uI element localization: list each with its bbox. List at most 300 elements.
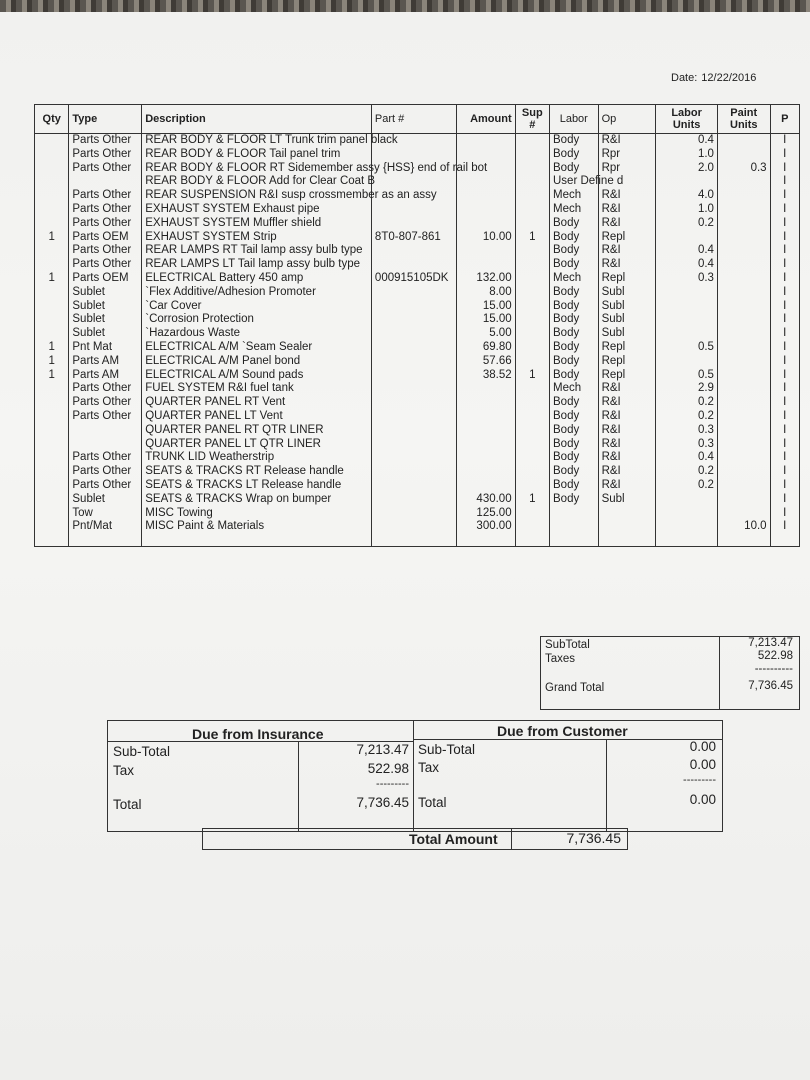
customer-heading: Due from Customer — [497, 723, 628, 739]
cell-description: TRUNK LID Weatherstrip — [142, 451, 372, 465]
cell-part-number — [371, 300, 456, 314]
cell-qty — [35, 286, 69, 300]
cell-op: R&I — [598, 465, 656, 479]
cell-op: Subl — [598, 313, 656, 327]
table-row — [35, 355, 800, 369]
cell-p: I — [770, 341, 799, 355]
cell-labor: Body — [550, 231, 599, 245]
table-row — [35, 244, 800, 258]
cell-qty — [35, 327, 69, 341]
cell-labor-units: 0.2 — [656, 479, 718, 493]
table-row — [35, 382, 800, 396]
cell-sup — [515, 451, 549, 465]
cell-op: Repl — [598, 341, 656, 355]
cell-op: Rpr — [598, 148, 656, 162]
cell-labor: Mech — [550, 272, 599, 286]
cell-amount: 57.66 — [456, 355, 515, 369]
cell-amount: 125.00 — [456, 507, 515, 521]
cell-qty: 1 — [35, 369, 69, 383]
cell-description: REAR LAMPS LT Tail lamp assy bulb type — [142, 258, 372, 272]
cell-amount — [456, 479, 515, 493]
summary-subtotal-label: SubTotal — [545, 639, 590, 651]
cell-qty — [35, 520, 69, 546]
cell-labor: Body — [550, 327, 599, 341]
cell-labor: Body — [550, 369, 599, 383]
cell-op: R&I — [598, 410, 656, 424]
cell-qty: 1 — [35, 272, 69, 286]
cell-type: Pnt/Mat — [69, 520, 142, 546]
cell-op: Repl — [598, 369, 656, 383]
cell-part-number — [371, 258, 456, 272]
cell-sup — [515, 258, 549, 272]
cell-sup — [515, 134, 549, 148]
cell-labor-units — [656, 507, 718, 521]
cell-labor: User Define d — [550, 175, 599, 189]
date-value: 12/22/2016 — [701, 72, 757, 84]
cell-paint-units: 10.0 — [717, 520, 770, 546]
summary-separator: ---------- — [754, 663, 793, 675]
cell-description: SEATS & TRACKS Wrap on bumper — [142, 493, 372, 507]
cell-type: Sublet — [69, 286, 142, 300]
cell-sup — [515, 217, 549, 231]
cell-amount — [456, 465, 515, 479]
cell-p: I — [770, 369, 799, 383]
cell-amount — [456, 424, 515, 438]
table-row — [35, 465, 800, 479]
cell-paint-units — [717, 272, 770, 286]
cell-part-number — [371, 424, 456, 438]
cell-labor: Body — [550, 258, 599, 272]
cell-sup — [515, 244, 549, 258]
cell-description: ELECTRICAL A/M Sound pads — [142, 369, 372, 383]
insurance-total-label: Total — [113, 797, 142, 812]
cell-part-number — [371, 244, 456, 258]
cell-labor-units: 0.3 — [656, 424, 718, 438]
cell-labor: Body — [550, 148, 599, 162]
cell-sup: 1 — [515, 369, 549, 383]
cell-p: I — [770, 507, 799, 521]
header-amount: Amount — [456, 105, 515, 134]
cell-part-number — [371, 217, 456, 231]
cell-paint-units — [717, 175, 770, 189]
table-row — [35, 369, 800, 383]
total-amount-bar — [202, 828, 628, 850]
cell-labor: Body — [550, 451, 599, 465]
cell-amount: 69.80 — [456, 341, 515, 355]
cell-qty — [35, 438, 69, 452]
insurance-separator: --------- — [376, 778, 409, 790]
table-row — [35, 341, 800, 355]
cell-op: Rpr — [598, 162, 656, 176]
cell-paint-units — [717, 465, 770, 479]
header-paint-units: Paint Units — [717, 105, 770, 134]
cell-p: I — [770, 148, 799, 162]
cell-p: I — [770, 300, 799, 314]
cell-paint-units — [717, 507, 770, 521]
cell-paint-units — [717, 189, 770, 203]
summary-divider — [719, 637, 720, 709]
cell-p: I — [770, 520, 799, 546]
cell-labor-units: 0.3 — [656, 272, 718, 286]
cell-paint-units — [717, 410, 770, 424]
header-op: Op — [598, 105, 656, 134]
cell-part-number — [371, 507, 456, 521]
cell-sup: 1 — [515, 493, 549, 507]
cell-description: MISC Towing — [142, 507, 372, 521]
cell-p: I — [770, 493, 799, 507]
cell-labor-units: 2.0 — [656, 162, 718, 176]
total-amount-value: 7,736.45 — [566, 830, 621, 846]
cell-sup — [515, 175, 549, 189]
table-row — [35, 451, 800, 465]
cell-sup — [515, 341, 549, 355]
table-row — [35, 300, 800, 314]
cell-amount: 15.00 — [456, 313, 515, 327]
cell-op: Repl — [598, 355, 656, 369]
cell-type: Parts Other — [69, 203, 142, 217]
cell-labor: Body — [550, 493, 599, 507]
cell-type — [69, 175, 142, 189]
table-row — [35, 231, 800, 245]
cell-description: ELECTRICAL Battery 450 amp — [142, 272, 372, 286]
cell-labor-units — [656, 231, 718, 245]
cell-op: R&I — [598, 203, 656, 217]
header-qty: Qty — [35, 105, 69, 134]
table-row — [35, 162, 800, 176]
cell-labor: Body — [550, 341, 599, 355]
cell-amount: 132.00 — [456, 272, 515, 286]
cell-op: Subl — [598, 286, 656, 300]
cell-op: R&I — [598, 217, 656, 231]
cell-description: REAR BODY & FLOOR LT Trunk trim panel black — [142, 134, 372, 148]
cell-paint-units — [717, 382, 770, 396]
cell-op — [598, 520, 656, 546]
cell-qty — [35, 244, 69, 258]
cell-op: R&I — [598, 479, 656, 493]
cell-description: QUARTER PANEL RT Vent — [142, 396, 372, 410]
cell-p: I — [770, 231, 799, 245]
cell-type: Sublet — [69, 493, 142, 507]
cell-labor: Body — [550, 465, 599, 479]
cell-p: I — [770, 258, 799, 272]
table-row — [35, 493, 800, 507]
cell-op: R&I — [598, 424, 656, 438]
cell-part-number — [371, 520, 456, 546]
cell-type: Parts AM — [69, 369, 142, 383]
cell-sup — [515, 438, 549, 452]
cell-paint-units — [717, 244, 770, 258]
summary-taxes-value: 522.98 — [757, 650, 793, 662]
cell-p: I — [770, 272, 799, 286]
cell-labor-units: 0.2 — [656, 396, 718, 410]
cell-paint-units — [717, 286, 770, 300]
cell-op: R&I — [598, 189, 656, 203]
cell-qty — [35, 507, 69, 521]
cell-part-number — [371, 451, 456, 465]
cell-labor-units: 0.2 — [656, 410, 718, 424]
cell-paint-units — [717, 300, 770, 314]
cell-amount — [456, 244, 515, 258]
cell-labor: Body — [550, 410, 599, 424]
header-p: P — [770, 105, 799, 134]
cell-labor: Mech — [550, 382, 599, 396]
insurance-column-divider — [298, 741, 299, 831]
cell-qty — [35, 382, 69, 396]
table-row — [35, 175, 800, 189]
customer-subtotal-label: Sub-Total — [418, 742, 476, 757]
cell-type: Parts AM — [69, 355, 142, 369]
cell-sup — [515, 313, 549, 327]
cell-type: Parts OEM — [69, 231, 142, 245]
cell-type: Parts Other — [69, 465, 142, 479]
cell-labor-units: 0.2 — [656, 465, 718, 479]
cell-amount — [456, 396, 515, 410]
table-row — [35, 520, 800, 546]
table-row — [35, 507, 800, 521]
cell-p: I — [770, 479, 799, 493]
cell-p: I — [770, 189, 799, 203]
customer-total-value: 0.00 — [689, 792, 716, 807]
summary-subtotal-value: 7,213.47 — [748, 637, 793, 649]
customer-total-label: Total — [418, 795, 447, 810]
cell-amount — [456, 438, 515, 452]
cell-labor-units — [656, 175, 718, 189]
cell-part-number: 8T0-807-861 — [371, 231, 456, 245]
cell-labor-units: 0.2 — [656, 217, 718, 231]
cell-p: I — [770, 327, 799, 341]
cell-part-number — [371, 355, 456, 369]
cell-description: ELECTRICAL A/M Panel bond — [142, 355, 372, 369]
cell-amount: 5.00 — [456, 327, 515, 341]
cell-p: I — [770, 355, 799, 369]
customer-subtotal-value: 0.00 — [689, 739, 716, 754]
cell-paint-units — [717, 313, 770, 327]
insurance-subtotal-value: 7,213.47 — [356, 742, 409, 757]
cell-labor: Body — [550, 300, 599, 314]
cell-sup — [515, 203, 549, 217]
cell-amount: 430.00 — [456, 493, 515, 507]
cell-description: `Flex Additive/Adhesion Promoter — [142, 286, 372, 300]
cell-amount: 8.00 — [456, 286, 515, 300]
cell-labor: Body — [550, 355, 599, 369]
cell-amount — [456, 134, 515, 148]
cell-description: SEATS & TRACKS LT Release handle — [142, 479, 372, 493]
cell-amount — [456, 175, 515, 189]
cell-description: QUARTER PANEL LT QTR LINER — [142, 438, 372, 452]
cell-paint-units — [717, 493, 770, 507]
cell-paint-units — [717, 438, 770, 452]
cell-qty — [35, 451, 69, 465]
cell-labor-units — [656, 286, 718, 300]
cell-p: I — [770, 286, 799, 300]
insurance-heading: Due from Insurance — [192, 726, 324, 742]
cell-labor-units: 0.4 — [656, 134, 718, 148]
cell-labor-units — [656, 300, 718, 314]
cell-description: EXHAUST SYSTEM Strip — [142, 231, 372, 245]
cell-sup — [515, 355, 549, 369]
cell-op: R&I — [598, 258, 656, 272]
cell-description: `Hazardous Waste — [142, 327, 372, 341]
cell-amount — [456, 451, 515, 465]
header-labor-units: Labor Units — [656, 105, 718, 134]
cell-description: REAR BODY & FLOOR RT Sidemember assy {HSS} end of rail bot — [142, 162, 372, 176]
cell-labor-units — [656, 313, 718, 327]
customer-tax-value: 0.00 — [689, 757, 716, 772]
table-row — [35, 396, 800, 410]
cell-sup — [515, 507, 549, 521]
cell-op: R&I — [598, 438, 656, 452]
cell-part-number — [371, 465, 456, 479]
table-row — [35, 424, 800, 438]
cell-labor — [550, 507, 599, 521]
cell-p: I — [770, 162, 799, 176]
cell-labor-units: 1.0 — [656, 203, 718, 217]
cell-qty — [35, 410, 69, 424]
cell-labor: Body — [550, 313, 599, 327]
estimate-line-items-table — [34, 104, 800, 547]
cell-amount — [456, 258, 515, 272]
header-labor: Labor — [550, 105, 599, 134]
cell-type: Sublet — [69, 313, 142, 327]
cell-amount: 300.00 — [456, 520, 515, 546]
cell-description: REAR LAMPS RT Tail lamp assy bulb type — [142, 244, 372, 258]
header-description: Description — [142, 105, 372, 134]
total-amount-divider — [511, 829, 512, 849]
estimate-summary — [540, 636, 800, 710]
cell-qty: 1 — [35, 355, 69, 369]
table-row — [35, 258, 800, 272]
cell-paint-units — [717, 396, 770, 410]
cell-type — [69, 424, 142, 438]
cell-part-number — [371, 410, 456, 424]
cell-paint-units — [717, 369, 770, 383]
cell-qty — [35, 493, 69, 507]
summary-grand-total-label: Grand Total — [545, 682, 605, 694]
cell-qty — [35, 175, 69, 189]
cell-description: ELECTRICAL A/M `Seam Sealer — [142, 341, 372, 355]
cell-qty — [35, 300, 69, 314]
table-row — [35, 272, 800, 286]
cell-paint-units — [717, 231, 770, 245]
table-row — [35, 148, 800, 162]
cell-part-number — [371, 286, 456, 300]
cell-part-number — [371, 327, 456, 341]
cell-sup — [515, 148, 549, 162]
cell-type: Parts Other — [69, 410, 142, 424]
cell-labor-units — [656, 520, 718, 546]
cell-description: QUARTER PANEL RT QTR LINER — [142, 424, 372, 438]
cell-labor: Mech — [550, 189, 599, 203]
cell-amount — [456, 382, 515, 396]
header-type: Type — [69, 105, 142, 134]
cell-qty — [35, 424, 69, 438]
due-breakdown — [107, 720, 723, 832]
cell-p: I — [770, 382, 799, 396]
section-divider — [413, 721, 414, 831]
customer-separator: --------- — [683, 774, 716, 786]
cell-labor: Body — [550, 479, 599, 493]
cell-qty — [35, 162, 69, 176]
cell-description: EXHAUST SYSTEM Muffler shield — [142, 217, 372, 231]
cell-labor: Body — [550, 217, 599, 231]
cell-labor-units: 0.4 — [656, 244, 718, 258]
table-row — [35, 189, 800, 203]
cell-type: Parts Other — [69, 479, 142, 493]
cell-qty — [35, 258, 69, 272]
cell-part-number — [371, 382, 456, 396]
cell-qty — [35, 313, 69, 327]
cell-labor: Body — [550, 244, 599, 258]
cell-qty — [35, 148, 69, 162]
background-surface — [0, 0, 810, 12]
summary-taxes-label: Taxes — [545, 653, 576, 665]
cell-sup — [515, 396, 549, 410]
estimate-date — [671, 72, 756, 84]
cell-sup — [515, 327, 549, 341]
cell-part-number — [371, 493, 456, 507]
cell-type: Parts Other — [69, 217, 142, 231]
cell-paint-units — [717, 451, 770, 465]
cell-type — [69, 438, 142, 452]
cell-paint-units: 0.3 — [717, 162, 770, 176]
cell-op — [598, 507, 656, 521]
cell-paint-units — [717, 327, 770, 341]
cell-description: EXHAUST SYSTEM Exhaust pipe — [142, 203, 372, 217]
cell-sup — [515, 382, 549, 396]
table-row — [35, 134, 800, 148]
cell-sup — [515, 410, 549, 424]
cell-labor-units: 0.5 — [656, 341, 718, 355]
cell-paint-units — [717, 203, 770, 217]
cell-p: I — [770, 203, 799, 217]
cell-amount: 38.52 — [456, 369, 515, 383]
cell-amount — [456, 217, 515, 231]
cell-qty — [35, 134, 69, 148]
cell-paint-units — [717, 355, 770, 369]
cell-qty — [35, 479, 69, 493]
cell-type: Sublet — [69, 327, 142, 341]
cell-op: R&I — [598, 451, 656, 465]
cell-amount — [456, 189, 515, 203]
cell-qty: 1 — [35, 341, 69, 355]
table-row — [35, 438, 800, 452]
cell-p: I — [770, 244, 799, 258]
cell-labor: Body — [550, 134, 599, 148]
table-row — [35, 203, 800, 217]
cell-labor: Body — [550, 162, 599, 176]
cell-p: I — [770, 424, 799, 438]
cell-labor: Body — [550, 396, 599, 410]
cell-labor-units: 0.4 — [656, 258, 718, 272]
cell-part-number — [371, 175, 456, 189]
header-part-number: Part # — [371, 105, 456, 134]
cell-labor: Body — [550, 424, 599, 438]
cell-sup — [515, 479, 549, 493]
cell-labor-units — [656, 493, 718, 507]
cell-p: I — [770, 465, 799, 479]
cell-type: Parts Other — [69, 258, 142, 272]
cell-description: `Corrosion Protection — [142, 313, 372, 327]
cell-op: R&I — [598, 134, 656, 148]
cell-paint-units — [717, 258, 770, 272]
cell-part-number — [371, 203, 456, 217]
cell-paint-units — [717, 134, 770, 148]
cell-labor-units: 0.5 — [656, 369, 718, 383]
cell-labor — [550, 520, 599, 546]
cell-paint-units — [717, 424, 770, 438]
cell-labor-units — [656, 327, 718, 341]
cell-qty — [35, 396, 69, 410]
